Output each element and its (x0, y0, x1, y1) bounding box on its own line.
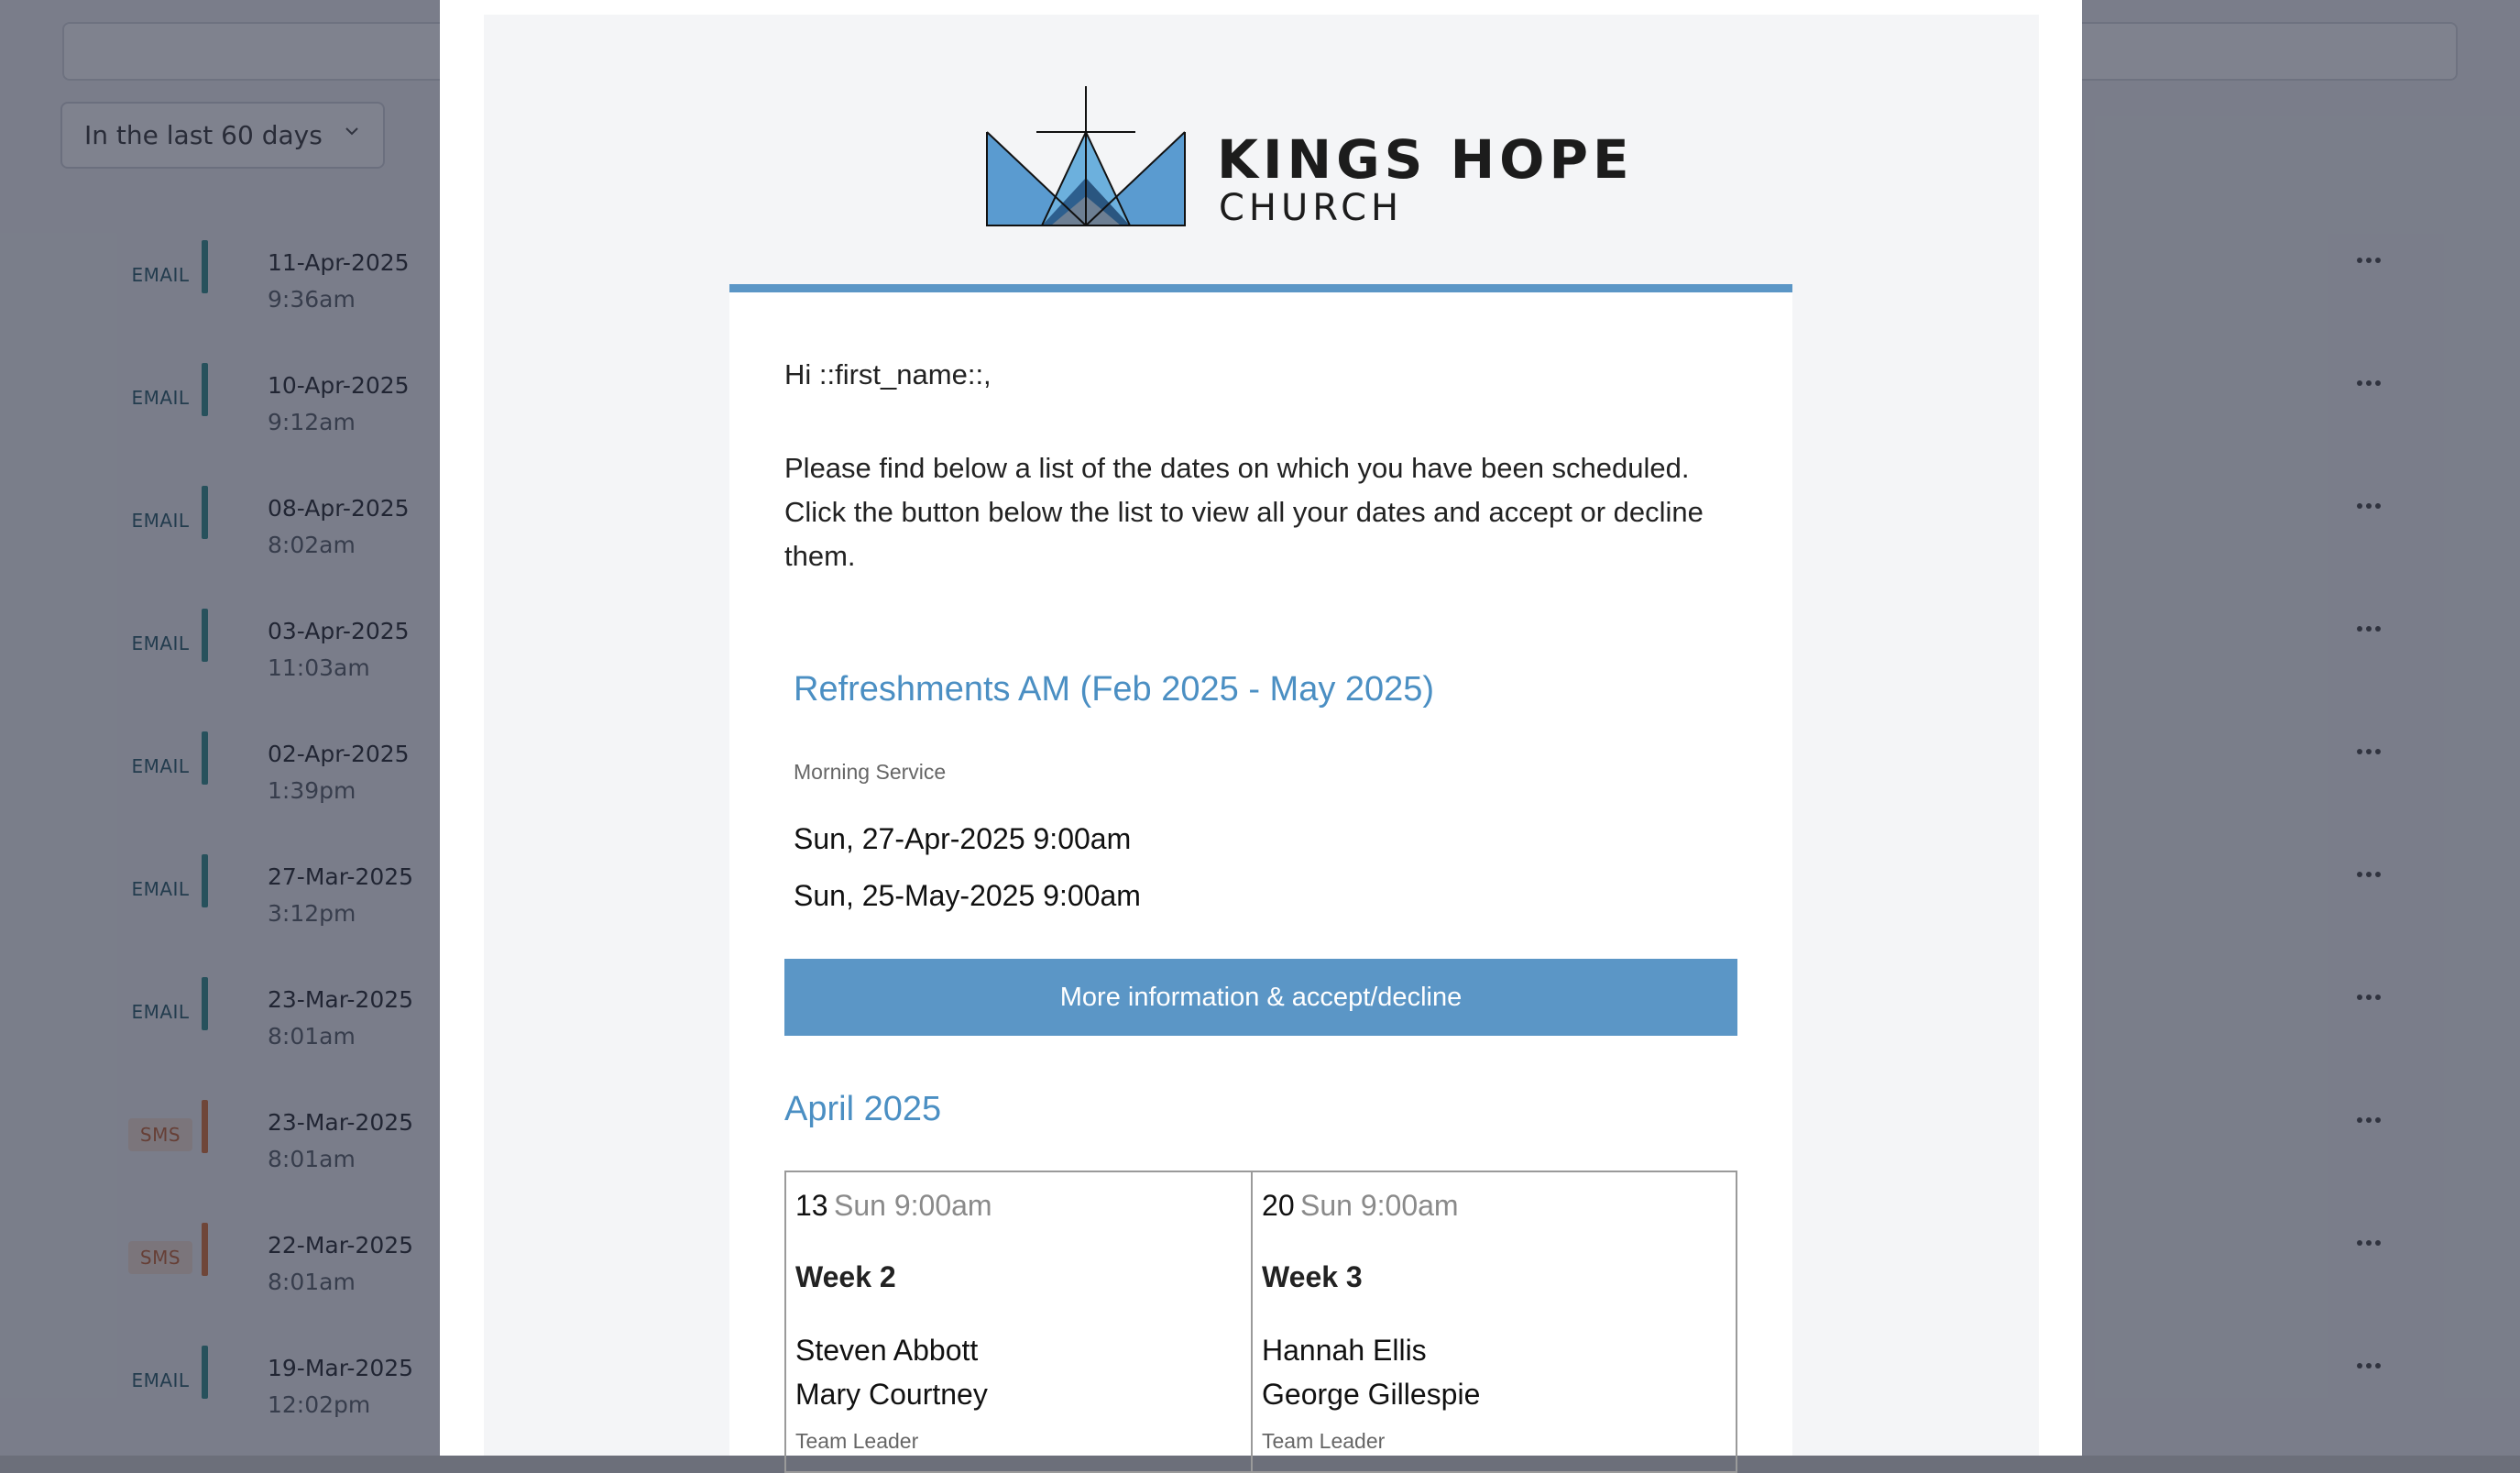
email-body (729, 284, 1792, 1456)
calendar-day-info: Sun 9:00am (834, 1189, 992, 1222)
calendar-week-label: Week 2 (795, 1260, 896, 1293)
email-frame (484, 15, 2039, 1456)
roster-title[interactable]: Refreshments AM (Feb 2025 - May 2025) (794, 670, 1435, 709)
calendar-week-label: Week 3 (1262, 1260, 1363, 1293)
team-member-role: Team Leader (1262, 1429, 1386, 1453)
team-member-name: Mary Courtney (795, 1378, 988, 1411)
email-intro: Please find below a list of the dates on which you have been scheduled. Click the button below the list to view all your dates and accept or decline them. (784, 452, 1704, 572)
team-member-name: George Gillespie (1262, 1378, 1481, 1411)
team-member-name: Steven Abbott (795, 1334, 979, 1367)
month-title: April 2025 (784, 1090, 942, 1128)
calendar-day-number: 20 (1262, 1189, 1295, 1222)
team-member-name: Hannah Ellis (1262, 1334, 1427, 1367)
logo-subtitle: CHURCH (1219, 187, 1404, 229)
church-logo-icon (985, 70, 1196, 231)
calendar-day-number: 13 (795, 1189, 828, 1222)
calendar-day-info: Sun 9:00am (1300, 1189, 1459, 1222)
calendar-cell (786, 1172, 1251, 1471)
service-label: Morning Service (794, 760, 947, 784)
calendar-table (784, 1171, 1737, 1473)
scheduled-date: Sun, 27-Apr-2025 9:00am (794, 822, 1132, 855)
email-greeting: Hi ::first_name::, (784, 358, 992, 390)
logo-wordmark: KINGS HOPE (1217, 128, 1634, 191)
scheduled-date: Sun, 25-May-2025 9:00am (794, 879, 1141, 912)
team-member-role: Team Leader (795, 1429, 919, 1453)
email-preview-modal (440, 0, 2082, 1456)
calendar-cell (1251, 1172, 1736, 1471)
accept-decline-button[interactable]: More information & accept/decline (784, 959, 1737, 1036)
